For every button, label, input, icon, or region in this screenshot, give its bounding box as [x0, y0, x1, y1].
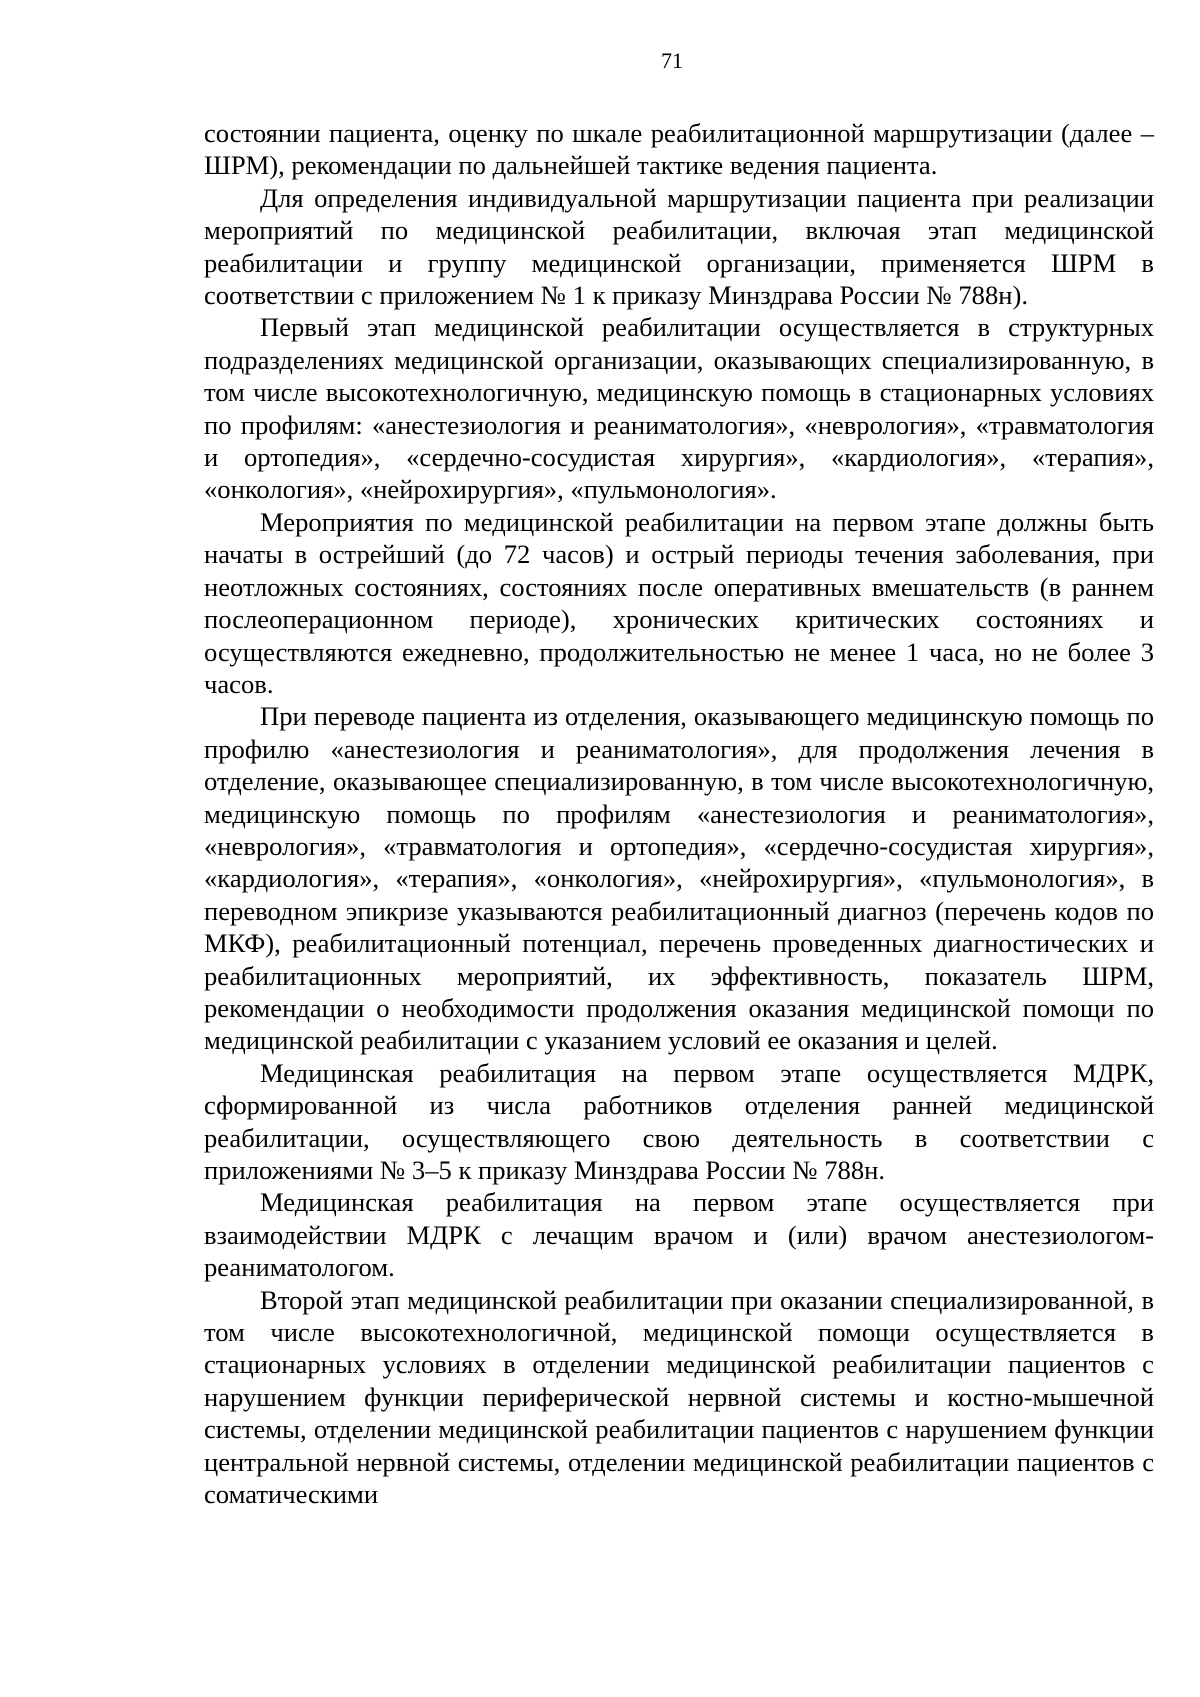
paragraph-mdrk-team: Медицинская реабилитация на первом этапе осуществляется МДРК, сформированной из числа работников отделения ранней медицинской реабилитации, осуществляющего свою деятельность в соответствии с приложениями № 3–5 к приказу Минздрава России № 788н. [204, 1057, 1154, 1185]
paragraph-second-stage: Второй этап медицинской реабилитации при оказании специализированной, в том числе высокотехнологичной, медицинской помощи осуществляется в стационарных условиях в отделении медицинской реабилитации пациентов с нарушением функции периферической нервной системы и костно-мышечной системы, отделении медицинской реабилитации пациентов с нарушением функции центральной нервной системы, отделении медицинской реабилитации пациентов с соматическими [204, 1284, 1154, 1510]
paragraph-first-stage-units: Первый этап медицинской реабилитации осуществляется в структурных подразделениях медицинской организации, оказывающих специализированную, в том числе высокотехнологичную, медицинскую помощь в стационарных условиях по профилям: «анестезиология и реаниматология», «неврология», «травматология и ортопедия», «сердечно-сосудистая хирургия», «кардиология», «терапия», «онкология», «нейрохирургия», «пульмонология». [204, 312, 1154, 505]
paragraph-transfer-epicrisis: При переводе пациента из отделения, оказывающего медицинскую помощь по профилю «анестезиология и реаниматология», для продолжения лечения в отделение, оказывающее специализированную, в том числе высокотехнологичную, медицинскую помощь по профилям «анестезиология и реаниматология», «неврология», «травматология и ортопедия», «сердечно-сосудистая хирургия», «кардиология», «терапия», «онкология», «нейрохирургия», «пульмонология», в переводном эпикризе указываются реабилитационный диагноз (перечень кодов по МКФ), реабилитационный потенциал, перечень проведенных диагностических и реабилитационных мероприятий, их эффективность, показатель ШРМ, рекомендации о необходимости продолжения оказания медицинской помощи по медицинской реабилитации с указанием условий ее оказания и целей. [204, 701, 1154, 1056]
paragraph-continuation: состоянии пациента, оценку по шкале реабилитационной маршрутизации (далее – ШРМ), рекомендации по дальнейшей тактике ведения пациента. [204, 118, 1154, 181]
paragraph-first-stage-timing: Мероприятия по медицинской реабилитации на первом этапе должны быть начаты в острейший (до 72 часов) и острый периоды течения заболевания, при неотложных состояниях, состояниях после оперативных вмешательств (в раннем послеоперационном периоде), хронических критических состояниях и осуществляются ежедневно, продолжительностью не менее 1 часа, но не более 3 часов. [204, 506, 1154, 699]
paragraph-routing-scale: Для определения индивидуальной маршрутизации пациента при реализации мероприятий по медицинской реабилитации, включая этап медицинской реабилитации и группу медицинской организации, применяется ШРМ в соответствии с приложением № 1 к приказу Минздрава России № 788н). [204, 182, 1154, 311]
paragraph-mdrk-interaction: Медицинская реабилитация на первом этапе осуществляется при взаимодействии МДРК с лечащим врачом и (или) врачом анестезиологом-реаниматологом. [204, 1187, 1154, 1283]
page-number: 71 [661, 48, 683, 73]
document-body [204, 117, 1154, 1510]
